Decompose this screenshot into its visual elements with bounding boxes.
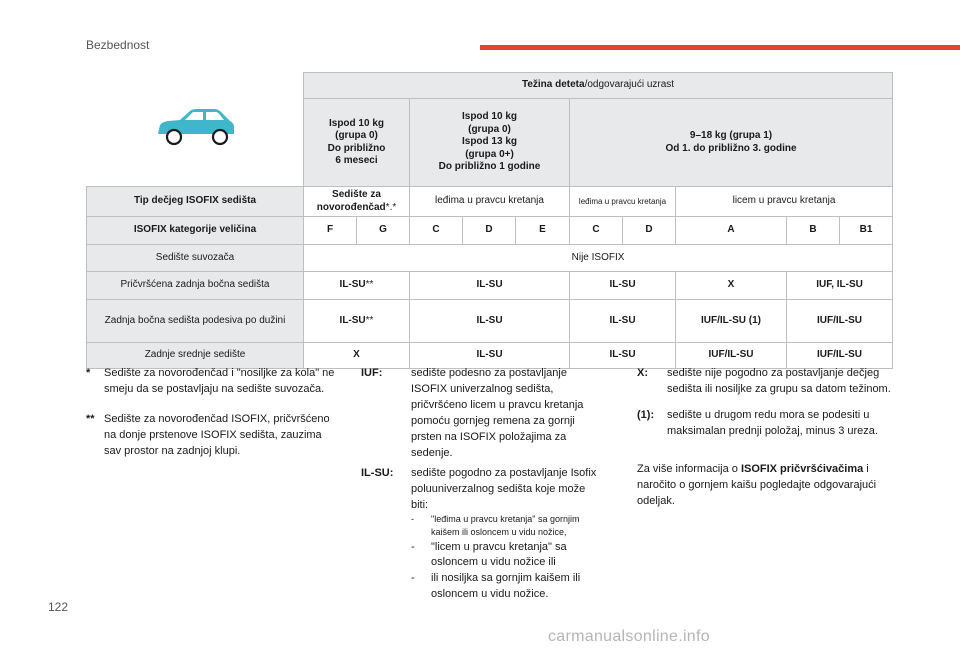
car-illustration-cell xyxy=(87,73,304,187)
type-forward-facing: licem u pravcu kretanja xyxy=(676,187,893,217)
table-cell: IUF/IL-SU xyxy=(676,343,787,369)
footnote xyxy=(86,412,336,460)
weight-header: Težina deteta/odgovarajući uzrast xyxy=(304,73,893,99)
table-cell: X xyxy=(304,343,410,369)
watermark: carmanualsonline.info xyxy=(548,628,710,645)
size-cell: C xyxy=(410,217,463,245)
legend-right xyxy=(637,366,893,510)
table-cell: IL-SU xyxy=(410,343,570,369)
type-rear-facing: leđima u pravcu kretanja xyxy=(410,187,570,217)
size-cell: E xyxy=(516,217,570,245)
size-cell: C xyxy=(570,217,623,245)
legend-ilsu: IL-SU: sedište pogodno za postavljanje Isofix poluuniverzalnog sedišta koje može biti: - "leđima u pravcu kretanja" sa gornjim kaišem ili osloncem u vidu nožice, - "licem u pravcu kretanja" sa osloncem u vidu nožice ili - ili nosiljka sa gornjim kaišem ili osloncem u vidu nožice. xyxy=(361,466,605,604)
table-cell: IL-SU** xyxy=(304,300,410,343)
section-accent-bar xyxy=(480,45,960,50)
row-label-size: ISOFIX kategorije veličina xyxy=(87,217,304,245)
group-0plus-header: Ispod 10 kg (grupa 0) Ispod 13 kg (grupa 0+) Do približno 1 godine xyxy=(410,99,570,187)
row-label-adjustable-rear: Zadnja bočna sedišta podesiva po dužini xyxy=(87,300,304,343)
footnote-text: Sedište za novorođenčad i "nosiljke za kola" ne smeju da se postavljaju na sedište suvozača. xyxy=(104,367,335,395)
list-item: - ili nosiljka sa gornjim kaišem ili osloncem u vidu nožice. xyxy=(411,572,581,601)
legend-iuf: IUF: sedište podesno za postavljanje ISOFIX univerzalnog sedišta, pričvršćeno licem u pravcu kretanja pomoću gornjeg remena za gornji prsten na ISOFIX položajima za sedenje. xyxy=(361,367,584,459)
size-cell: G xyxy=(357,217,410,245)
legend-middle xyxy=(361,366,605,607)
table-cell: IL-SU xyxy=(570,272,676,300)
car-icon xyxy=(152,107,238,147)
isofix-table xyxy=(86,72,893,369)
footnote-marker: ** xyxy=(86,412,95,425)
size-cell: A xyxy=(676,217,787,245)
group-1-header: 9–18 kg (grupa 1) Od 1. do približno 3. godine xyxy=(570,99,893,187)
table-cell: IUF/IL-SU xyxy=(787,300,893,343)
table-cell: IL-SU xyxy=(570,343,676,369)
legend-x: X: sedište nije pogodno za postavljanje dečjeg sedišta ili nosiljke za grupu sa datom težinom. xyxy=(637,367,891,395)
footnotes-left xyxy=(86,366,336,474)
footnote-marker: * xyxy=(86,367,91,379)
size-cell: D xyxy=(463,217,516,245)
row-label-passenger: Sedište suvozača xyxy=(87,245,304,272)
legend-1: (1): sedište u drugom redu mora se podesiti u maksimalan prednji položaj, minus 3 ureza. xyxy=(637,408,878,437)
group-0-header: Ispod 10 kg (grupa 0) Do približno 6 meseci xyxy=(304,99,410,187)
type-rear-facing-2: leđima u pravcu kretanja xyxy=(570,187,676,217)
table-cell: IUF/IL-SU xyxy=(787,343,893,369)
list-item: - "leđima u pravcu kretanja" sa gornjim kaišem ili osloncem u vidu nožice, xyxy=(411,514,580,538)
table-cell: IL-SU xyxy=(410,300,570,343)
table-cell: IL-SU** xyxy=(304,272,410,300)
type-infant-carrier: Sedište za novorođenčad*.* xyxy=(304,187,410,217)
table-cell: IUF/IL-SU (1) xyxy=(676,300,787,343)
row-label-type: Tip dečjeg ISOFIX sedišta xyxy=(87,187,304,217)
not-isofix-cell: Nije ISOFIX xyxy=(304,245,893,272)
size-cell: B xyxy=(787,217,840,245)
table-cell: IL-SU xyxy=(570,300,676,343)
more-info-text: Za više informacija o ISOFIX pričvršćivačima i naročito o gornjem kaišu pogledajte odgovarajući odeljak. xyxy=(637,462,877,507)
footnote-text: Sedište za novorođenčad ISOFIX, pričvršćeno na donje prstenove ISOFIX sedišta, zauzima sav prostor na zadnjoj klupi. xyxy=(104,412,330,457)
list-item: - "licem u pravcu kretanja" sa osloncem u vidu nožice ili xyxy=(411,540,567,569)
table-cell: IL-SU xyxy=(410,272,570,300)
size-cell: B1 xyxy=(840,217,893,245)
size-cell: F xyxy=(304,217,357,245)
row-label-fixed-rear: Pričvršćena zadnja bočna sedišta xyxy=(87,272,304,300)
table-cell: IUF, IL-SU xyxy=(787,272,893,300)
row-label-center-rear: Zadnje srednje sedište xyxy=(87,343,304,369)
footnote xyxy=(86,366,336,398)
size-cell: D xyxy=(623,217,676,245)
page-number: 122 xyxy=(48,600,69,614)
table-cell: X xyxy=(676,272,787,300)
section-title: Bezbednost xyxy=(86,38,150,52)
